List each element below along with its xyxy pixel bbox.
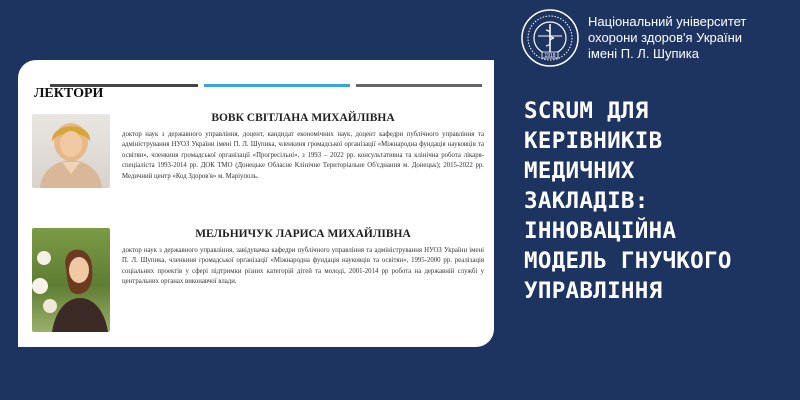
course-title-line: МЕДИЧНИХ — [524, 158, 635, 184]
slide-heading: ЛЕКТОРИ — [34, 86, 104, 101]
course-title — [524, 96, 794, 306]
course-title-line: SCRUM ДЛЯ — [524, 98, 649, 124]
course-title-line: ЗАКЛАДІВ: — [524, 188, 649, 214]
university-name-line: охорони здоров'я України — [588, 30, 743, 45]
university-logo-block — [520, 8, 790, 68]
university-emblem-icon — [520, 8, 580, 68]
decor-bar — [356, 84, 482, 87]
lecturer-bio: доктор наук з державного управління, доцент, кандидат економічних наук, доцент кафедри публічного управління та адміністрування НУОЗ України імені П. Л. Шупика, членкиня громадської організації «Міжнародна фундація науковців та освітян», членкиня громадської організації «Прогресільні», з 1993 – 2022 рр. консультативна та клінічна робота лікаря-спеціаліста 1993-2014 рр. ДОК ТМО (Донецьке Обласне Клінічне Територіальне Об'єднання м. Донецьк); 2015-2022 рр. Медичний центр «Код Здоров'я» м. Маріуполь. — [122, 131, 484, 180]
lecturer-bio: доктор наук з державного управління, завідувачка кафедри публічного управління та адміністрування НУОЗ України імені П. Л. Шупика, членкиня громадської організації «Міжнародна фундація науковців та освітян», 1995-2000 рр. реалізація соціальних проектів у сфері підтримки різних категорій дітей та молоді, 2001-2014 рр робота на державній службі у центральних органах виконавчої влади. — [122, 247, 484, 286]
course-title-line: МОДЕЛЬ ГНУЧКОГО — [524, 248, 732, 274]
lecturer-name: МЕЛЬНИЧУК ЛАРИСА МИХАЙЛІВНА — [195, 228, 411, 240]
emblem-year: 1918 — [544, 53, 556, 59]
university-name-line: імені П. Л. Шупика — [588, 46, 699, 61]
course-title-line: ІННОВАЦІЙНА — [524, 218, 677, 244]
lecturer-photo — [32, 114, 110, 188]
lecturer-name: ВОВК СВІТЛАНА МИХАЙЛІВНА — [211, 112, 395, 124]
course-title-line: УПРАВЛІННЯ — [524, 278, 663, 304]
lecturers-slide — [18, 60, 494, 347]
course-title-line: КЕРІВНИКІВ — [524, 128, 663, 154]
lecturer-photo — [32, 228, 110, 332]
university-name-line: Національний університет — [588, 14, 747, 29]
decor-bar-accent — [204, 84, 350, 87]
university-name — [588, 14, 746, 62]
